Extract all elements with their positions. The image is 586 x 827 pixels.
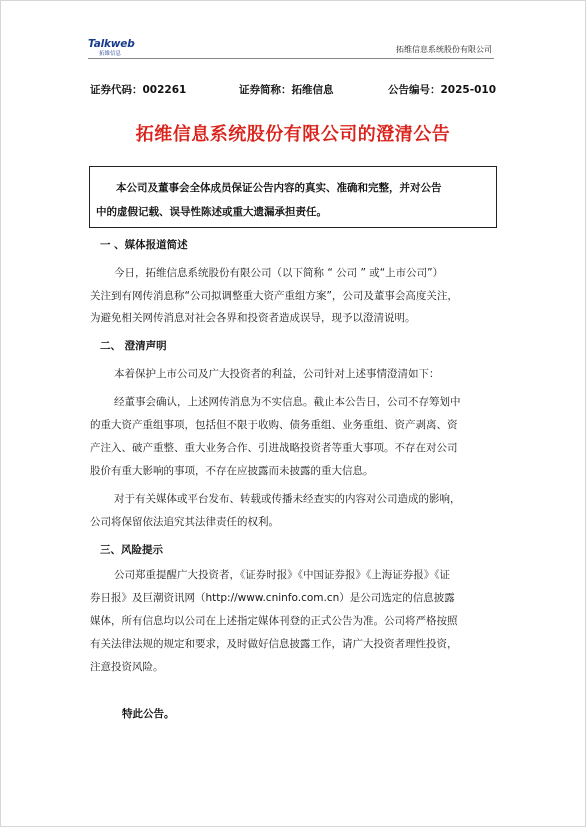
closing-text: 特此公告。 [122, 708, 175, 720]
section-1-line: 关注到有网传消息称“公司拟调整重大资产重组方案”，公司及董事会高度关注， [90, 290, 458, 302]
section-3-line: 注意投资风险。 [90, 661, 164, 673]
section-2-line: 股价有重大影响的事项，不存在应披露而未披露的重大信息。 [90, 465, 374, 477]
section-1-heading: 一 、媒体报道简述 [100, 239, 188, 251]
section-3-line: 媒体，所有信息均以公司在上述指定媒体刊登的正式公告为准。公司将严格按照 [90, 615, 458, 627]
stock-abbreviation: 证券简称：拓维信息 [239, 84, 334, 96]
section-2-line: 公司将保留依法追究其法律责任的权利。 [90, 516, 279, 528]
section-2-line: 经董事会确认，上述网传消息为不实信息。截止本公告日，公司不存筹划中 [114, 396, 461, 408]
section-2-paragraph-1: 本着保护上市公司及广大投资者的利益，公司针对上述事情澄清如下： [114, 368, 440, 380]
section-3-line: 有关法律法规的规定和要求，及时做好信息披露工作，请广大投资者理性投资， [90, 638, 458, 650]
section-1-line: 今日，拓维信息系统股份有限公司（以下简称 “ 公司 ” 或“上市公司”） [114, 267, 444, 279]
header-company-name: 拓维信息系统股份有限公司 [396, 45, 492, 54]
disclaimer-line: 中的虚假记载、误导性陈述或重大遗漏承担责任。 [96, 206, 327, 218]
logo-main-text: Talkweb [88, 38, 135, 50]
stock-code: 证券代码：002261 [90, 84, 187, 96]
logo-sub-text: 拓維信息 [99, 51, 122, 57]
section-1-line: 为避免相关网传消息对社会各界和投资者造成误导，现予以澄清说明。 [90, 312, 416, 324]
disclaimer-box [89, 166, 497, 228]
section-2-line: 对于有关媒体或平台发布、转载或传播未经查实的内容对公司造成的影响， [114, 493, 461, 505]
disclaimer-line: 本公司及董事会全体成员保证公告内容的真实、准确和完整，并对公告 [116, 182, 442, 194]
talkweb-logo [88, 38, 148, 56]
section-2-line: 产注入、破产重整、重大业务合作、引进战略投资者等重大事项。不存在对公司 [90, 442, 458, 454]
section-2-heading: 二、 澄清声明 [100, 340, 167, 352]
section-3-line: 券日报》及巨潮资讯网（http://www.cninfo.com.cn）是公司选定的信息披露 [90, 592, 455, 604]
section-3-line: 公司郑重提醒广大投资者，《证券时报》《中国证券报》《上海证券报》《证 [114, 569, 450, 581]
announcement-number: 公告编号：2025-010 [388, 84, 496, 96]
section-2-line: 的重大资产重组事项，包括但不限于收购、债务重组、业务重组、资产剥离、资 [90, 419, 458, 431]
section-3-heading: 三、风险提示 [100, 544, 163, 556]
page-header [88, 38, 494, 59]
document-title: 拓维信息系统股份有限公司的澄清公告 [135, 124, 451, 145]
